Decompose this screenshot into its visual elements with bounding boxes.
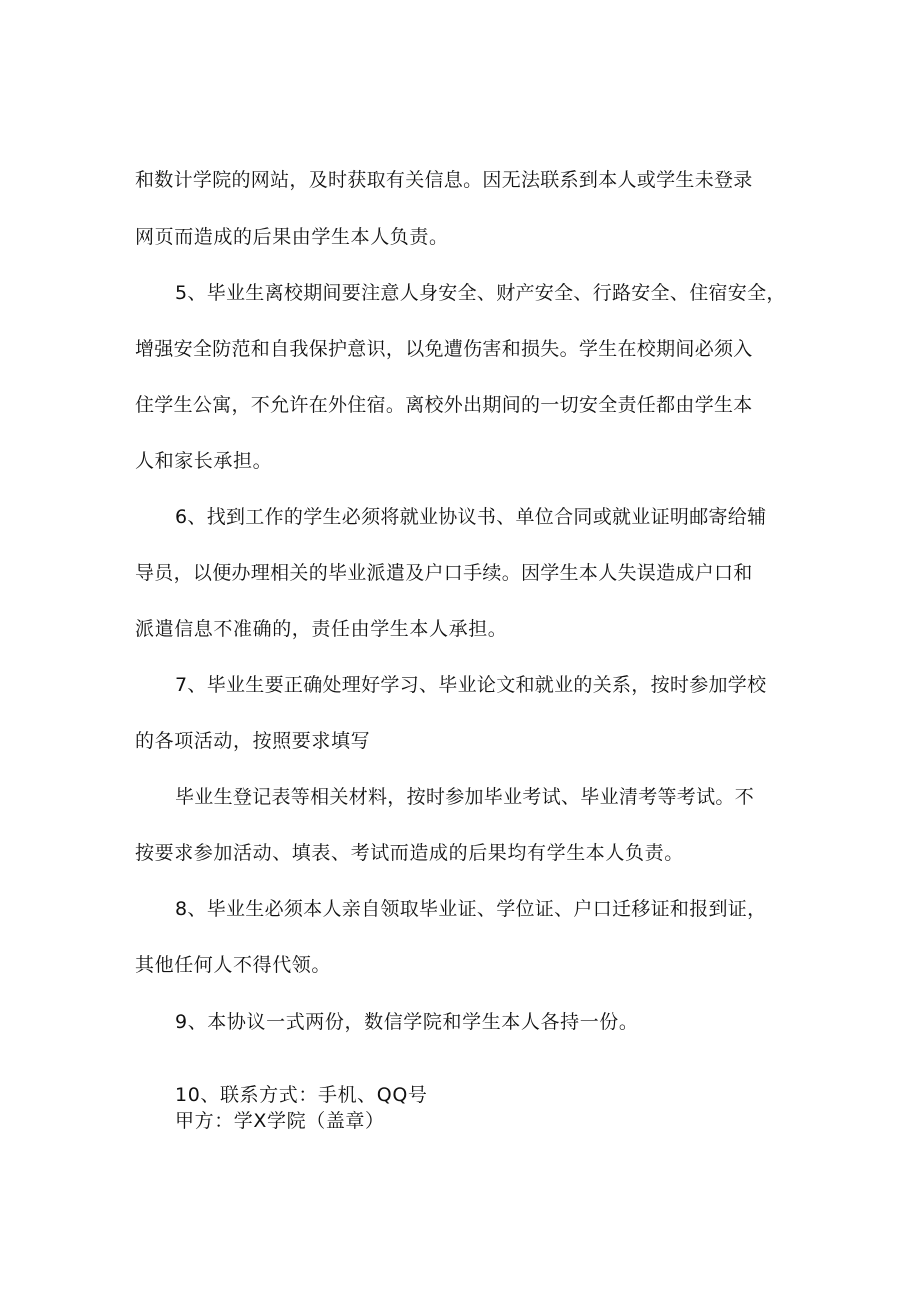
item-5-line-1: 5、毕业生离校期间要注意人身安全、财产安全、行路安全、住宿安全， — [175, 282, 786, 304]
item-5-line-3: 住学生公寓，不允许在外住宿。离校外出期间的一切安全责任都由学生本 — [135, 394, 753, 416]
party-a-signature-line: 甲方：学X学院（盖章） — [175, 1110, 385, 1132]
item-7-line-2: 的各项活动，按照要求填写 — [135, 730, 371, 752]
item-6-line-1: 6、找到工作的学生必须将就业协议书、单位合同或就业证明邮寄给辅 — [175, 506, 767, 528]
item-7-line-1: 7、毕业生要正确处理好学习、毕业论文和就业的关系，按时参加学校 — [175, 674, 767, 696]
item-10-contact-line: 10、联系方式：手机、QQ号 — [175, 1084, 428, 1106]
item-8-line-2: 其他任何人不得代领。 — [135, 954, 332, 976]
paragraph-4-line-2: 网页而造成的后果由学生本人负责。 — [135, 226, 449, 248]
item-6-line-3: 派遣信息不准确的，责任由学生本人承担。 — [135, 618, 508, 640]
item-7-line-4: 按要求参加活动、填表、考试而造成的后果均有学生本人负责。 — [135, 842, 684, 864]
item-7-line-3: 毕业生登记表等相关材料，按时参加毕业考试、毕业清考等考试。不 — [175, 786, 755, 808]
item-5-line-2: 增强安全防范和自我保护意识，以免遭伤害和损失。学生在校期间必须入 — [135, 338, 753, 360]
paragraph-4-line-1: 和数计学院的网站，及时获取有关信息。因无法联系到本人或学生未登录 — [135, 169, 753, 191]
item-6-line-2: 导员，以便办理相关的毕业派遣及户口手续。因学生本人失误造成户口和 — [135, 562, 753, 584]
item-9-line: 9、本协议一式两份，数信学院和学生本人各持一份。 — [175, 1011, 639, 1033]
item-5-line-4: 人和家长承担。 — [135, 450, 273, 472]
item-8-line-1: 8、毕业生必须本人亲自领取毕业证、学位证、户口迁移证和报到证， — [175, 898, 767, 920]
